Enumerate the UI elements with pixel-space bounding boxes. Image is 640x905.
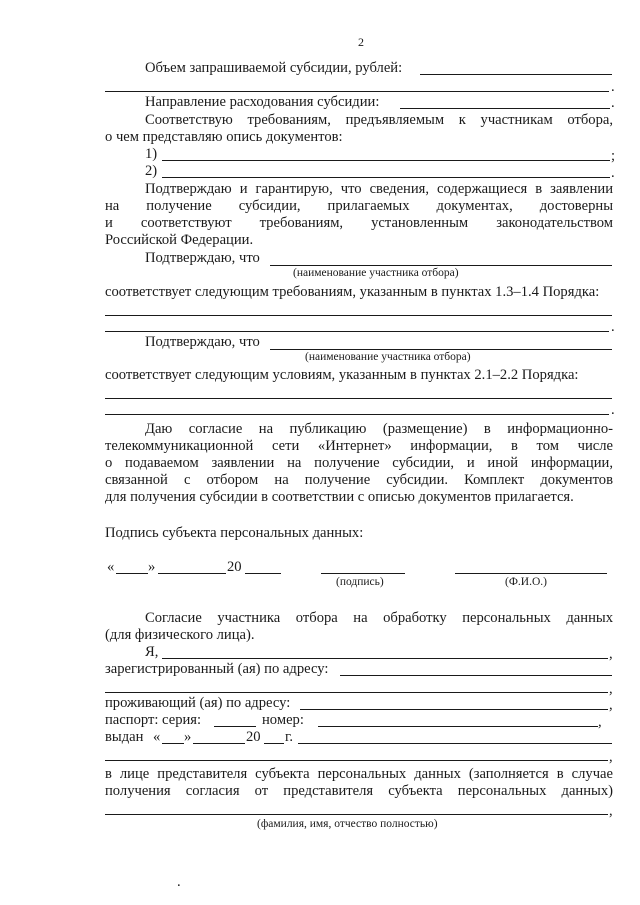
consent-para-line1: Даю согласие на публикацию (размещение) в информационно- (145, 421, 613, 437)
period-mark: . (611, 402, 615, 418)
confirm1-label: Подтверждаю, что (145, 250, 260, 266)
signature-field[interactable] (321, 573, 405, 574)
residing-address-field[interactable] (300, 709, 608, 710)
footer-dot: . (177, 874, 181, 890)
fio-field[interactable] (455, 573, 607, 574)
comma-mark: , (598, 714, 602, 730)
passport-number-field[interactable] (318, 726, 598, 727)
consent-para-line5: для получения субсидии в соответствии с описью документов прилагается. (105, 489, 574, 505)
page-number: 2 (358, 35, 364, 49)
issued-day-field[interactable] (162, 743, 184, 744)
subsidy-amount-label: Объем запрашиваемой субсидии, рублей: (145, 60, 403, 76)
date-day-field[interactable] (116, 573, 148, 574)
passport-series-field[interactable] (214, 726, 256, 727)
confirm2-line1[interactable] (105, 398, 612, 399)
date-close-quote: » (148, 559, 156, 575)
subsidy-direction-field[interactable] (400, 108, 610, 109)
representative-para-line1: в лице представителя субъекта персональных данных (заполняется в случае (105, 766, 613, 782)
date-year-field[interactable] (245, 573, 281, 574)
confirm2-label: Подтверждаю, что (145, 334, 260, 350)
date-open-quote: « (107, 559, 115, 575)
registered-address-line2[interactable] (105, 692, 608, 693)
signature-caption: (подпись) (336, 576, 384, 588)
date-month-field[interactable] (158, 573, 226, 574)
registered-label: зарегистрированный (ая) по адресу: (105, 661, 329, 677)
confirm2-name-field[interactable] (270, 349, 612, 350)
issued-year-field[interactable] (264, 743, 284, 744)
representative-name-field[interactable] (105, 814, 608, 815)
issued-by-field[interactable] (298, 743, 612, 744)
confirm-para-line2: на получение субсидии, прилагаемых документах, достоверны (105, 198, 613, 214)
docs-intro-line1: Соответствую требованиям, предъявляемым к участникам отбора, (145, 112, 613, 128)
subsidy-amount-field[interactable] (420, 74, 612, 75)
consent-para-line4: связанной с отбором на получение субсидии. Комплект документов (105, 472, 613, 488)
doc-item-2-field[interactable] (162, 177, 610, 178)
confirm1-caption: (наименование участника отбора) (293, 267, 459, 279)
consent-para-line3: о подаваемом заявлении на получение субсидии, и иной информации, (105, 455, 613, 471)
representative-caption: (фамилия, имя, отчество полностью) (257, 818, 438, 830)
fio-caption: (Ф.И.О.) (505, 576, 547, 588)
comma-mark: , (609, 646, 613, 662)
issued-label: выдан (105, 729, 144, 745)
passport-series-label: паспорт: серия: (105, 712, 202, 728)
confirm-para-line1: Подтверждаю и гарантирую, что сведения, содержащиеся в заявлении (145, 181, 613, 197)
confirm2-line2[interactable] (105, 414, 609, 415)
consent-title-line2: (для физического лица). (105, 627, 255, 643)
semicolon-mark: ; (611, 148, 616, 164)
confirm1-line2[interactable] (105, 331, 609, 332)
issued-open-quote: « (153, 729, 161, 745)
doc-item-1-label: 1) (145, 146, 158, 162)
period-mark: . (611, 95, 615, 111)
issued-by-line2[interactable] (105, 760, 608, 761)
registered-address-field[interactable] (340, 675, 612, 676)
i-label: Я, (145, 644, 159, 660)
doc-item-1-field[interactable] (162, 160, 610, 161)
confirm1-text: соответствует следующим требованиям, указанным в пунктах 1.3–1.4 Порядка: (105, 284, 600, 300)
doc-item-2-label: 2) (145, 163, 158, 179)
confirm2-text: соответствует следующим условиям, указанным в пунктах 2.1–2.2 Порядка: (105, 367, 579, 383)
issued-close-quote: » (184, 729, 192, 745)
comma-mark: , (609, 697, 613, 713)
issued-month-field[interactable] (193, 743, 245, 744)
comma-mark: , (609, 803, 613, 819)
docs-intro-line2: о чем представляю опись документов: (105, 129, 343, 145)
confirm1-name-field[interactable] (270, 265, 612, 266)
date-year-prefix: 20 (227, 559, 242, 575)
confirm-para-line3: и соответствуют требованиям, установленным законодательством (105, 215, 613, 231)
full-name-field[interactable] (162, 658, 608, 659)
issued-year-prefix: 20 (246, 729, 261, 745)
consent-title-line1: Согласие участника отбора на обработку персональных данных (145, 610, 613, 626)
passport-number-label: номер: (262, 712, 304, 728)
signature-subject-label: Подпись субъекта персональных данных: (105, 525, 364, 541)
period-mark: . (611, 319, 615, 335)
subsidy-amount-line2[interactable] (105, 91, 609, 92)
confirm2-caption: (наименование участника отбора) (305, 351, 471, 363)
comma-mark: , (609, 681, 613, 697)
residing-label: проживающий (ая) по адресу: (105, 695, 291, 711)
confirm-para-line4: Российской Федерации. (105, 232, 254, 248)
confirm1-line1[interactable] (105, 315, 612, 316)
consent-para-line2: телекоммуникационной сети «Интернет» информации, в том числе (105, 438, 613, 454)
comma-mark: , (609, 749, 613, 765)
period-mark: . (611, 165, 615, 181)
representative-para-line2: получения согласия от представителя субъекта персональных данных) (105, 783, 613, 799)
period-mark: . (611, 79, 615, 95)
issued-year-suffix: г. (285, 729, 293, 745)
subsidy-direction-label: Направление расходования субсидии: (145, 94, 380, 110)
